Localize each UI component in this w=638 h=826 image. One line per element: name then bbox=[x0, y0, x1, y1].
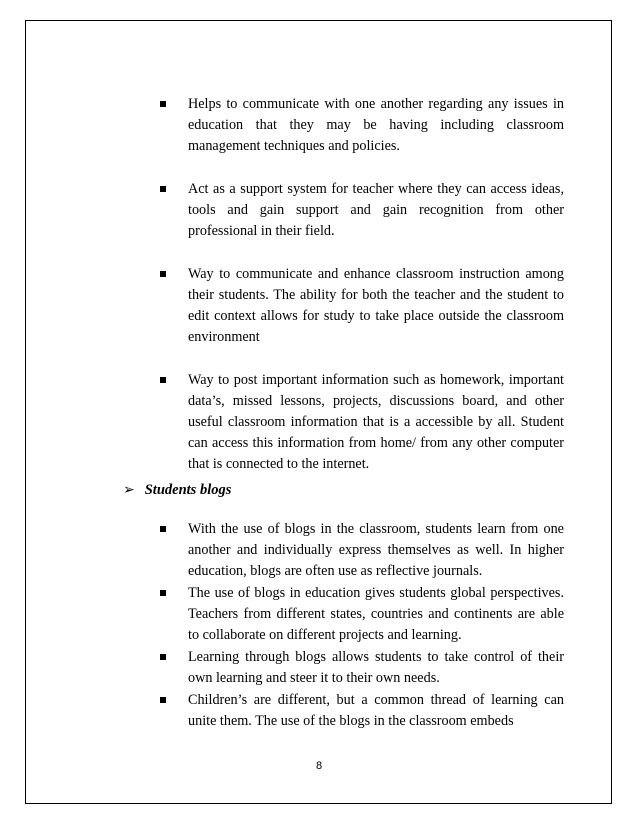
list-item-text: With the use of blogs in the classroom, students learn from one another and individually express themselves as well. In higher education, blogs are often use as reflective journals. bbox=[188, 521, 564, 579]
square-bullet-icon bbox=[160, 590, 166, 596]
list-item bbox=[160, 690, 564, 732]
square-bullet-icon bbox=[160, 526, 166, 532]
list-item-text: Children’s are different, but a common thread of learning can unite them. The use of the blogs in the classroom embeds bbox=[188, 692, 564, 729]
list-item-text: The use of blogs in education gives students global perspectives. Teachers from different states, countries and continents are able to collaborate on different projects and learning. bbox=[188, 585, 564, 643]
bullet-list-benefits bbox=[160, 94, 564, 475]
list-item-text: Way to post important information such as homework, important data’s, missed lessons, projects, discussions board, and other useful classroom information that is a accessible by all. Student can access this information from home/ from any other computer that is connected to the internet. bbox=[188, 372, 564, 472]
page-number: 8 bbox=[315, 760, 323, 772]
list-item bbox=[160, 583, 564, 646]
square-bullet-icon bbox=[160, 654, 166, 660]
list-item-text: Act as a support system for teacher where they can access ideas, tools and gain support and gain recognition from other professional in their field. bbox=[188, 181, 564, 239]
list-item bbox=[160, 94, 564, 157]
list-item-text: Helps to communicate with one another regarding any issues in education that they may be having including classroom management techniques and policies. bbox=[188, 96, 564, 154]
list-item-text: Learning through blogs allows students to take control of their own learning and steer it to their own needs. bbox=[188, 649, 564, 686]
square-bullet-icon bbox=[160, 697, 166, 703]
list-item bbox=[160, 370, 564, 475]
list-item bbox=[160, 647, 564, 689]
section-heading bbox=[123, 480, 231, 500]
square-bullet-icon bbox=[160, 377, 166, 383]
list-item bbox=[160, 179, 564, 242]
square-bullet-icon bbox=[160, 271, 166, 277]
square-bullet-icon bbox=[160, 101, 166, 107]
arrow-bullet-icon: ➢ bbox=[123, 482, 135, 498]
list-item bbox=[160, 264, 564, 348]
list-item bbox=[160, 519, 564, 582]
bullet-list-students-blogs bbox=[160, 519, 564, 732]
section-heading-text: Students blogs bbox=[144, 482, 232, 498]
square-bullet-icon bbox=[160, 186, 166, 192]
list-item-text: Way to communicate and enhance classroom instruction among their students. The ability for both the teacher and the student to edit context allows for study to take place outside the classroom environment bbox=[188, 266, 564, 345]
